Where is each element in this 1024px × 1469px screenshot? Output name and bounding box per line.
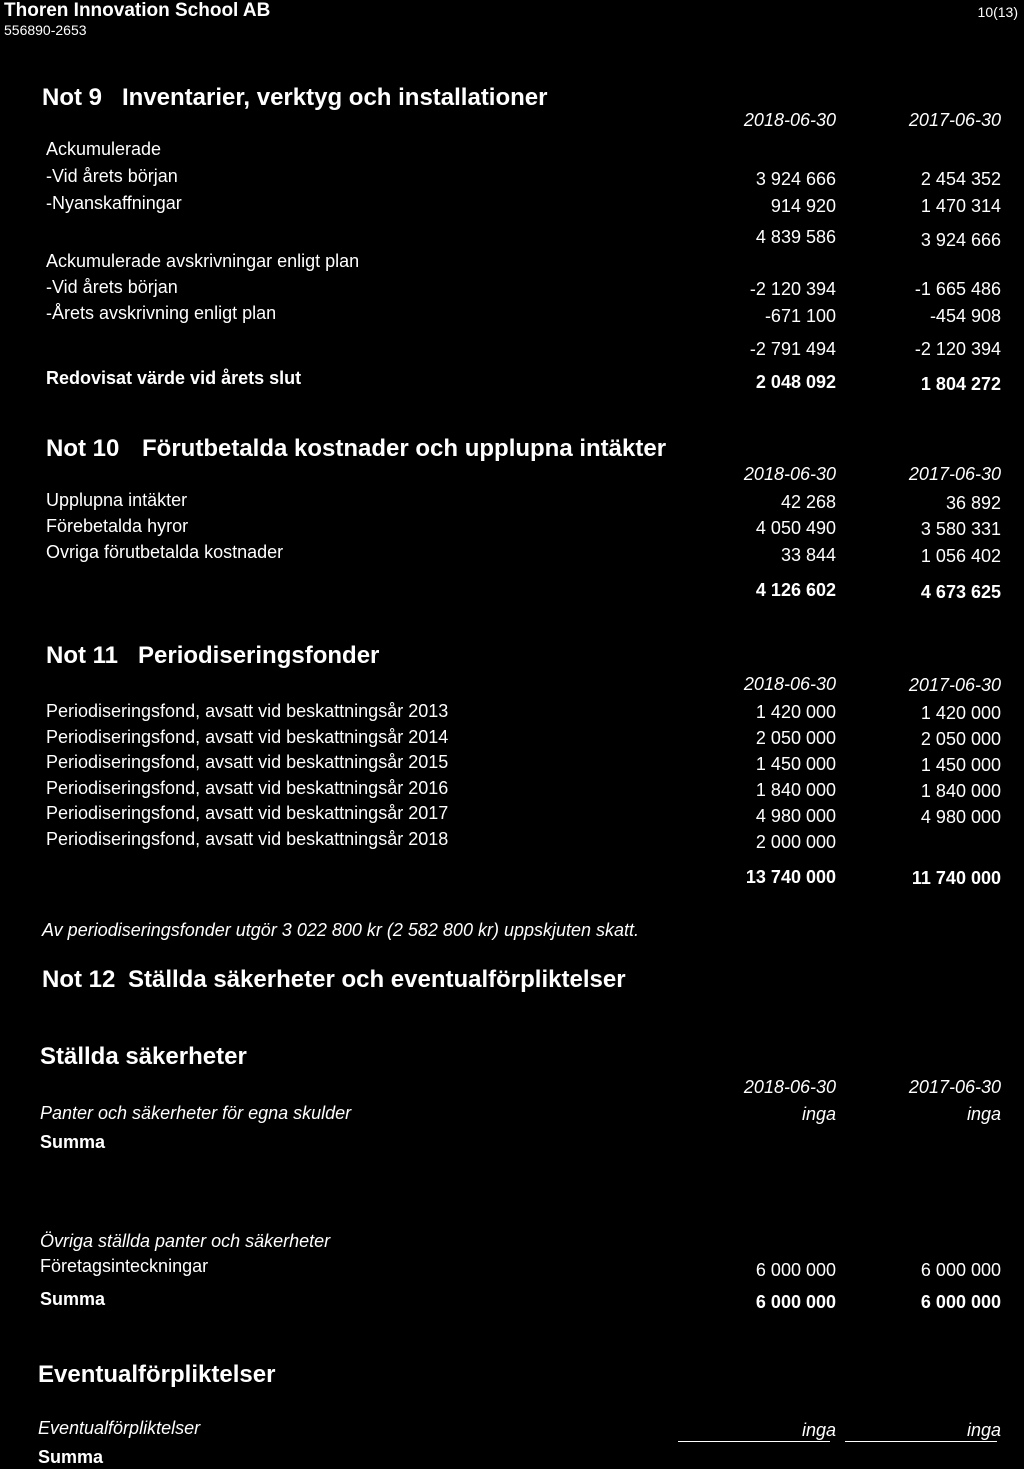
contingent-underline-2017 [845, 1441, 997, 1442]
org-number: 556890-2653 [4, 22, 87, 38]
note11-row-label: Periodiseringsfond, avsatt vid beskattningsår 2014 [46, 727, 449, 747]
securities-row-value-2017: inga [966, 1104, 1001, 1124]
note11-number: Not 11 [46, 642, 119, 669]
note9-row-label: -Årets avskrivning enligt plan [46, 303, 277, 323]
note9-row-label: -Vid årets början [46, 277, 178, 297]
note9-section2-label: Ackumulerade avskrivningar enligt plan [46, 251, 360, 271]
note9-subtotal2-2018: -2 791 494 [749, 339, 836, 359]
note11-row-value-2017: 1 450 000 [920, 755, 1001, 775]
note10-total-2018: 4 126 602 [755, 580, 836, 600]
securities-col1-header: 2018-06-30 [743, 1077, 836, 1097]
note9-row-value-2018: 3 924 666 [755, 169, 836, 189]
note9-subtotal1-2018: 4 839 586 [755, 227, 836, 247]
contingent-underline-2018 [678, 1441, 830, 1442]
note11-footnote: Av periodiseringsfonder utgör 3 022 800 kr (2 582 800 kr) uppskjuten skatt. [42, 920, 640, 940]
note11-row-value-2017: 1 840 000 [920, 781, 1001, 801]
note10-row-value-2017: 36 892 [945, 493, 1001, 513]
note11-col2-header: 2017-06-30 [908, 675, 1001, 695]
note12-number: Not 12 [42, 966, 116, 993]
securities-row-label: Panter och säkerheter för egna skulder [40, 1103, 352, 1123]
other-securities-row-value-2018: 6 000 000 [755, 1260, 836, 1280]
contingent-row-label: Eventualförpliktelser [38, 1418, 201, 1438]
note10-row-label: Förebetalda hyror [46, 516, 189, 536]
note9-row-value-2017: 2 454 352 [920, 169, 1001, 189]
note9-section1-label: Ackumulerade [46, 139, 162, 159]
note11-title: Periodiseringsfonder [138, 642, 380, 669]
note9-row-value-2018: 914 920 [770, 196, 836, 216]
note9-row-value-2018: -671 100 [764, 306, 836, 326]
note11-row-value-2018: 1 450 000 [755, 754, 836, 774]
note9-number: Not 9 [42, 84, 102, 111]
note10-row-value-2017: 1 056 402 [920, 546, 1001, 566]
company-name: Thoren Innovation School AB [4, 0, 271, 21]
note9-row-label: -Nyanskaffningar [46, 193, 182, 213]
note10-row-value-2017: 3 580 331 [920, 519, 1001, 539]
note9-row-value-2017: -1 665 486 [914, 279, 1001, 299]
note9-row-value-2017: 1 470 314 [920, 196, 1001, 216]
note10-row-value-2018: 4 050 490 [755, 518, 836, 538]
note9-col2-header: 2017-06-30 [908, 110, 1001, 130]
note9-title: Inventarier, verktyg och installationer [122, 84, 548, 111]
note9-total-2018: 2 048 092 [755, 372, 836, 392]
note10-title: Förutbetalda kostnader och upplupna intäkter [142, 435, 667, 462]
note11-row-label: Periodiseringsfond, avsatt vid beskattningsår 2013 [46, 701, 449, 721]
other-securities-sum-2017: 6 000 000 [920, 1292, 1001, 1312]
note10-number: Not 10 [46, 435, 120, 462]
note10-col1-header: 2018-06-30 [743, 464, 836, 484]
securities-heading: Ställda säkerheter [40, 1043, 247, 1070]
note11-row-value-2018: 4 980 000 [755, 806, 836, 826]
note10-col2-header: 2017-06-30 [908, 464, 1001, 484]
other-securities-heading: Övriga ställda panter och säkerheter [40, 1231, 331, 1251]
contingent-heading: Eventualförpliktelser [38, 1361, 276, 1388]
securities-col2-header: 2017-06-30 [908, 1077, 1001, 1097]
note10-total-2017: 4 673 625 [920, 582, 1001, 602]
note11-row-value-2017: 4 980 000 [920, 807, 1001, 827]
note9-subtotal2-2017: -2 120 394 [914, 339, 1001, 359]
other-securities-sum-2018: 6 000 000 [755, 1292, 836, 1312]
contingent-row-value-2018: inga [801, 1420, 836, 1440]
note11-row-value-2018: 1 420 000 [755, 702, 836, 722]
note9-row-value-2017: -454 908 [929, 306, 1001, 326]
note11-row-label: Periodiseringsfond, avsatt vid beskattningsår 2015 [46, 752, 449, 772]
note11-row-value-2018: 1 840 000 [755, 780, 836, 800]
note11-total-2018: 13 740 000 [745, 867, 836, 887]
note12-title: Ställda säkerheter och eventualförpliktelser [128, 966, 626, 993]
note11-row-label: Periodiseringsfond, avsatt vid beskattningsår 2017 [46, 803, 449, 823]
other-securities-row-value-2017: 6 000 000 [920, 1260, 1001, 1280]
note11-row-label: Periodiseringsfond, avsatt vid beskattningsår 2018 [46, 829, 449, 849]
note9-row-label: -Vid årets början [46, 166, 178, 186]
note9-total-label: Redovisat värde vid årets slut [46, 368, 302, 388]
note10-row-label: Ovriga förutbetalda kostnader [46, 542, 284, 562]
contingent-row-value-2017: inga [966, 1420, 1001, 1440]
other-securities-sum-label: Summa [40, 1289, 106, 1309]
page-number: 10(13) [977, 4, 1018, 20]
note11-row-value-2017: 2 050 000 [920, 729, 1001, 749]
note10-row-value-2018: 33 844 [780, 545, 836, 565]
note9-total-2017: 1 804 272 [920, 374, 1001, 394]
note11-row-value-2018: 2 050 000 [755, 728, 836, 748]
note11-total-2017: 11 740 000 [911, 868, 1001, 888]
other-securities-row-label: Företagsinteckningar [40, 1256, 209, 1276]
note11-col1-header: 2018-06-30 [743, 674, 836, 694]
note10-row-label: Upplupna intäkter [46, 490, 188, 510]
note9-subtotal1-2017: 3 924 666 [920, 230, 1001, 250]
note9-row-value-2018: -2 120 394 [749, 279, 836, 299]
contingent-sum-label: Summa [38, 1447, 104, 1467]
note11-row-value-2018: 2 000 000 [755, 832, 836, 852]
note9-col1-header: 2018-06-30 [743, 110, 836, 130]
note10-row-value-2018: 42 268 [780, 492, 836, 512]
securities-sum-label: Summa [40, 1132, 106, 1152]
note11-row-label: Periodiseringsfond, avsatt vid beskattningsår 2016 [46, 778, 449, 798]
securities-row-value-2018: inga [801, 1104, 836, 1124]
note11-row-value-2017: 1 420 000 [920, 703, 1001, 723]
